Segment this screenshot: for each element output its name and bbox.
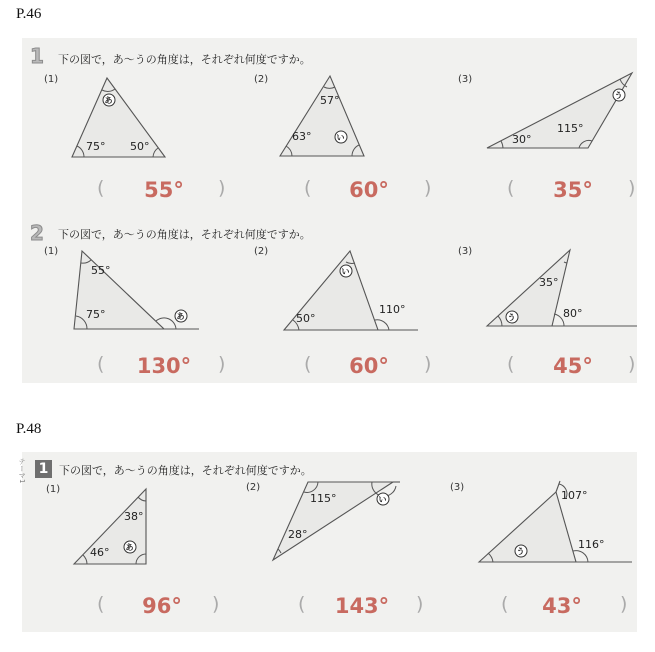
- question-text-1: 下の図で，あ〜うの角度は，それぞれ何度ですか。: [58, 53, 311, 66]
- paren-close: ): [212, 593, 220, 615]
- angle-mark: う: [516, 547, 525, 556]
- triangle-figure-1-2: [274, 70, 384, 165]
- paren-close: ): [218, 177, 226, 199]
- question-text-2: 下の図で，あ〜うの角度は，それぞれ何度ですか。: [58, 228, 311, 241]
- angle-mark: う: [507, 313, 516, 322]
- answer-1-2: 60°: [349, 178, 389, 202]
- question-number-3: 1: [35, 460, 52, 478]
- triangle-figure-1-3: [482, 68, 642, 158]
- paren-close: ): [620, 593, 628, 615]
- paren-close: ): [628, 353, 636, 375]
- paren-close: ): [424, 177, 432, 199]
- angle-label: 75°: [86, 308, 106, 321]
- subq-label-3-3: (3): [450, 482, 465, 493]
- paren-open: (: [298, 593, 306, 615]
- answer-1-3: 35°: [553, 178, 593, 202]
- subq-label-3-2: (2): [246, 482, 261, 493]
- angle-label: 50°: [130, 140, 150, 153]
- question-number-2: 2: [30, 221, 44, 245]
- angle-label: 57°: [320, 94, 340, 107]
- paren-open: (: [304, 353, 312, 375]
- subq-label-1-1: (1): [44, 74, 59, 85]
- worksheet-panel-p48: [18, 452, 637, 632]
- page-label-p46: P.46: [16, 6, 42, 22]
- paren-open: (: [97, 177, 105, 199]
- paren-close: ): [628, 177, 636, 199]
- answer-2-1: 130°: [136, 354, 192, 378]
- paren-open: (: [304, 177, 312, 199]
- answer-1-1: 55°: [144, 178, 184, 202]
- question-text-3: 下の図で，あ〜うの角度は，それぞれ何度ですか。: [59, 464, 312, 477]
- angle-label: 46°: [90, 546, 110, 559]
- answer-2-2: 60°: [349, 354, 389, 378]
- answer-3-3: 43°: [542, 594, 582, 618]
- subq-label-3-1: (1): [46, 484, 61, 495]
- angle-label: 116°: [578, 538, 605, 551]
- angle-label: 50°: [296, 312, 316, 325]
- question-number-1: 1: [30, 44, 44, 68]
- paren-open: (: [507, 353, 515, 375]
- triangle-figure-2-1: [66, 246, 206, 336]
- subq-label-1-3: (3): [458, 74, 473, 85]
- paren-close: ): [416, 593, 424, 615]
- subq-label-1-2: (2): [254, 74, 269, 85]
- triangle-figure-1-1: [62, 70, 202, 165]
- angle-label: 30°: [512, 133, 532, 146]
- answer-2-3: 45°: [553, 354, 593, 378]
- angle-label: 110°: [379, 303, 406, 316]
- subq-label-2-2: (2): [254, 246, 269, 257]
- angle-mark: あ: [176, 312, 185, 321]
- angle-mark: い: [336, 133, 345, 142]
- angle-label: 28°: [288, 528, 308, 541]
- angle-label: 63°: [292, 130, 312, 143]
- angle-mark: い: [378, 495, 387, 504]
- angle-label: 80°: [563, 307, 583, 320]
- angle-label: 107°: [561, 489, 588, 502]
- triangle-figure-3-1: [70, 484, 160, 569]
- triangle-figure-2-2: [278, 244, 428, 334]
- triangle-figure-3-2: [268, 476, 408, 566]
- triangle-figure-2-3: [482, 244, 642, 334]
- angle-mark: あ: [104, 96, 113, 105]
- angle-mark: い: [341, 267, 350, 276]
- subq-label-2-3: (3): [458, 246, 473, 257]
- paren-open: (: [501, 593, 509, 615]
- answer-3-2: 143°: [334, 594, 390, 618]
- angle-label: 75°: [86, 140, 106, 153]
- worksheet-panel-p46: [22, 38, 637, 383]
- paren-close: ): [218, 353, 226, 375]
- angle-label: 115°: [557, 122, 584, 135]
- angle-mark: あ: [125, 543, 134, 552]
- page-label-p48: P.48: [16, 421, 42, 437]
- angle-label: 35°: [539, 276, 559, 289]
- paren-open: (: [507, 177, 515, 199]
- paren-open: (: [97, 593, 105, 615]
- angle-label: 38°: [124, 510, 144, 523]
- angle-label: 115°: [310, 492, 337, 505]
- angle-label: 55°: [91, 264, 111, 277]
- paren-open: (: [97, 353, 105, 375]
- subq-label-2-1: (1): [44, 246, 59, 257]
- triangle-figure-3-3: [474, 478, 639, 566]
- paren-close: ): [424, 353, 432, 375]
- answer-3-1: 96°: [142, 594, 182, 618]
- theme-label: テーマ1: [18, 458, 26, 484]
- angle-mark: う: [614, 91, 623, 100]
